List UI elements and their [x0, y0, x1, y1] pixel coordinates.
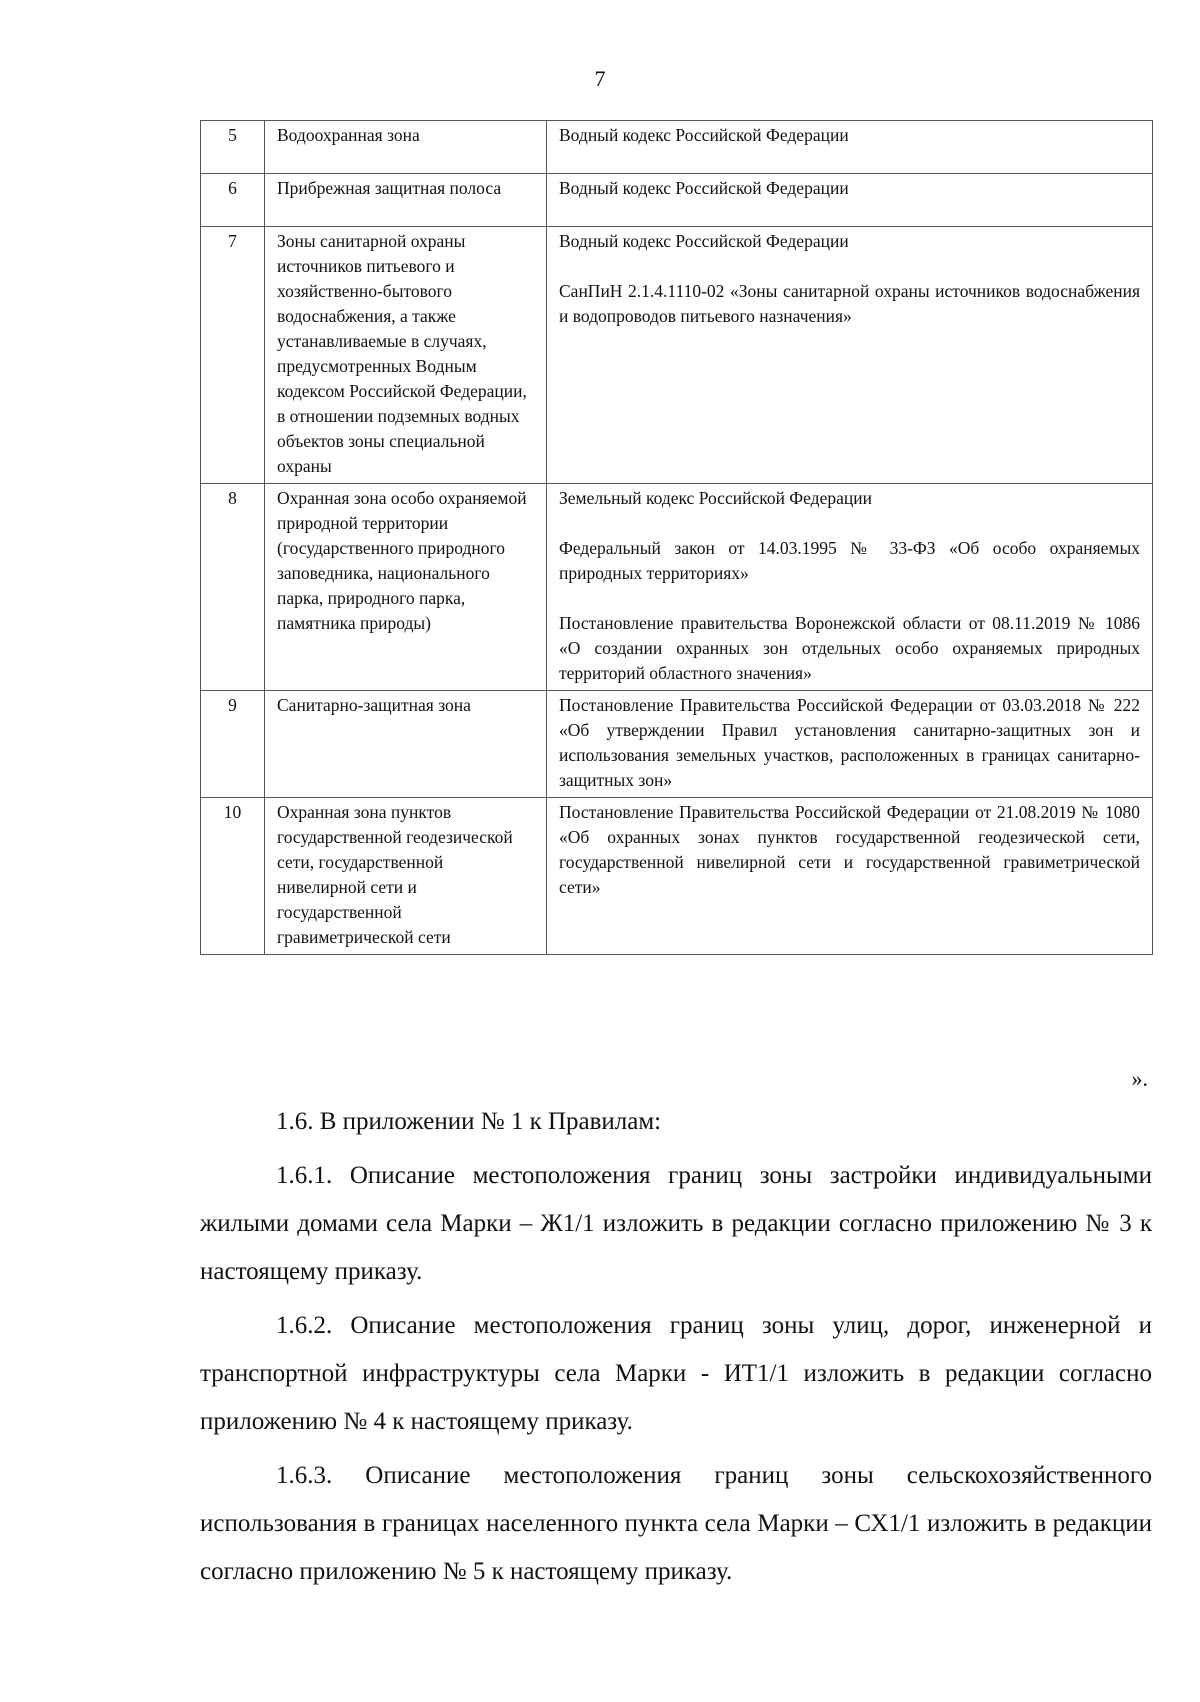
closing-quote: ». — [1131, 1066, 1148, 1091]
table-row — [201, 484, 1153, 691]
legal-acts — [547, 227, 1153, 484]
paragraph-1-6-1: 1.6.1. Описание местоположения границ зоны застройки индивидуальными жилыми домами села Марки – Ж1/1 изложить в редакции согласно приложению № 3 к настоящему приказу. — [200, 1162, 1152, 1285]
body-text — [200, 1098, 1152, 1596]
row-number: 5 — [201, 121, 265, 174]
zone-name: Охранная зона пунктов государственной геодезической сети, государственной нивелирной сети и государственной гравиметрической сети — [265, 798, 547, 955]
table-row — [201, 227, 1153, 484]
legal-act: Постановление Правительства Российской Федерации от 03.03.2018 № 222 «Об утверждении Правил установления санитарно-защитных зон и использования земельных участков, расположенных в границах санитарно-защитных зон» — [559, 695, 1140, 790]
legal-act: Федеральный закон от 14.03.1995 № 33-ФЗ «Об особо охраняемых природных территориях» — [559, 538, 1140, 583]
legal-act: Водный кодекс Российской Федерации — [559, 231, 849, 251]
legal-acts — [547, 121, 1153, 174]
table-row — [201, 798, 1153, 955]
legal-acts — [547, 798, 1153, 955]
row-number: 8 — [201, 484, 265, 691]
zone-name: Санитарно-защитная зона — [265, 691, 547, 798]
legal-act: Постановление Правительства Российской Федерации от 21.08.2019 № 1080 «Об охранных зонах пунктов государственной геодезической сети, государственной нивелирной сети и государственной гравиметрической сети» — [559, 802, 1140, 897]
table-row — [201, 691, 1153, 798]
paragraph-1-6-2: 1.6.2. Описание местоположения границ зоны улиц, дорог, инженерной и транспортной инфраструктуры села Марки - ИТ1/1 изложить в редакции согласно приложению № 4 к настоящему приказу. — [200, 1312, 1152, 1435]
row-number: 10 — [201, 798, 265, 955]
zones-table — [200, 120, 1153, 955]
page-number: 7 — [594, 66, 606, 91]
paragraph-1-6-3: 1.6.3. Описание местоположения границ зоны сельскохозяйственного использования в границах населенного пункта села Марки – СХ1/1 изложить в редакции согласно приложению № 5 к настоящему приказу. — [200, 1462, 1152, 1585]
zone-name: Охранная зона особо охраняемой природной территории (государственного природного заповедника, национального парка, природного парка, памятника природы) — [265, 484, 547, 691]
legal-acts — [547, 174, 1153, 227]
legal-act: Водный кодекс Российской Федерации — [559, 178, 849, 198]
table-row — [201, 174, 1153, 227]
legal-act: СанПиН 2.1.4.1110-02 «Зоны санитарной охраны источников водоснабжения и водопроводов питьевого назначения» — [559, 281, 1140, 326]
zone-name: Прибрежная защитная полоса — [265, 174, 547, 227]
row-number: 6 — [201, 174, 265, 227]
row-number: 7 — [201, 227, 265, 484]
legal-act: Земельный кодекс Российской Федерации — [559, 488, 872, 508]
table-row — [201, 121, 1153, 174]
legal-act: Водный кодекс Российской Федерации — [559, 125, 849, 145]
legal-acts — [547, 691, 1153, 798]
legal-acts — [547, 484, 1153, 691]
row-number: 9 — [201, 691, 265, 798]
zone-name: Зоны санитарной охраны источников питьевого и хозяйственно-бытового водоснабжения, а также устанавливаемые в случаях, предусмотренных Водным кодексом Российской Федерации, в отношении подземных водных объектов зоны специальной охраны — [265, 227, 547, 484]
legal-act: Постановление правительства Воронежской области от 08.11.2019 № 1086 «О создании охранных зон отдельных особо охраняемых природных территорий областного значения» — [559, 613, 1140, 683]
paragraph-1-6: 1.6. В приложении № 1 к Правилам: — [276, 1108, 662, 1135]
zone-name: Водоохранная зона — [265, 121, 547, 174]
